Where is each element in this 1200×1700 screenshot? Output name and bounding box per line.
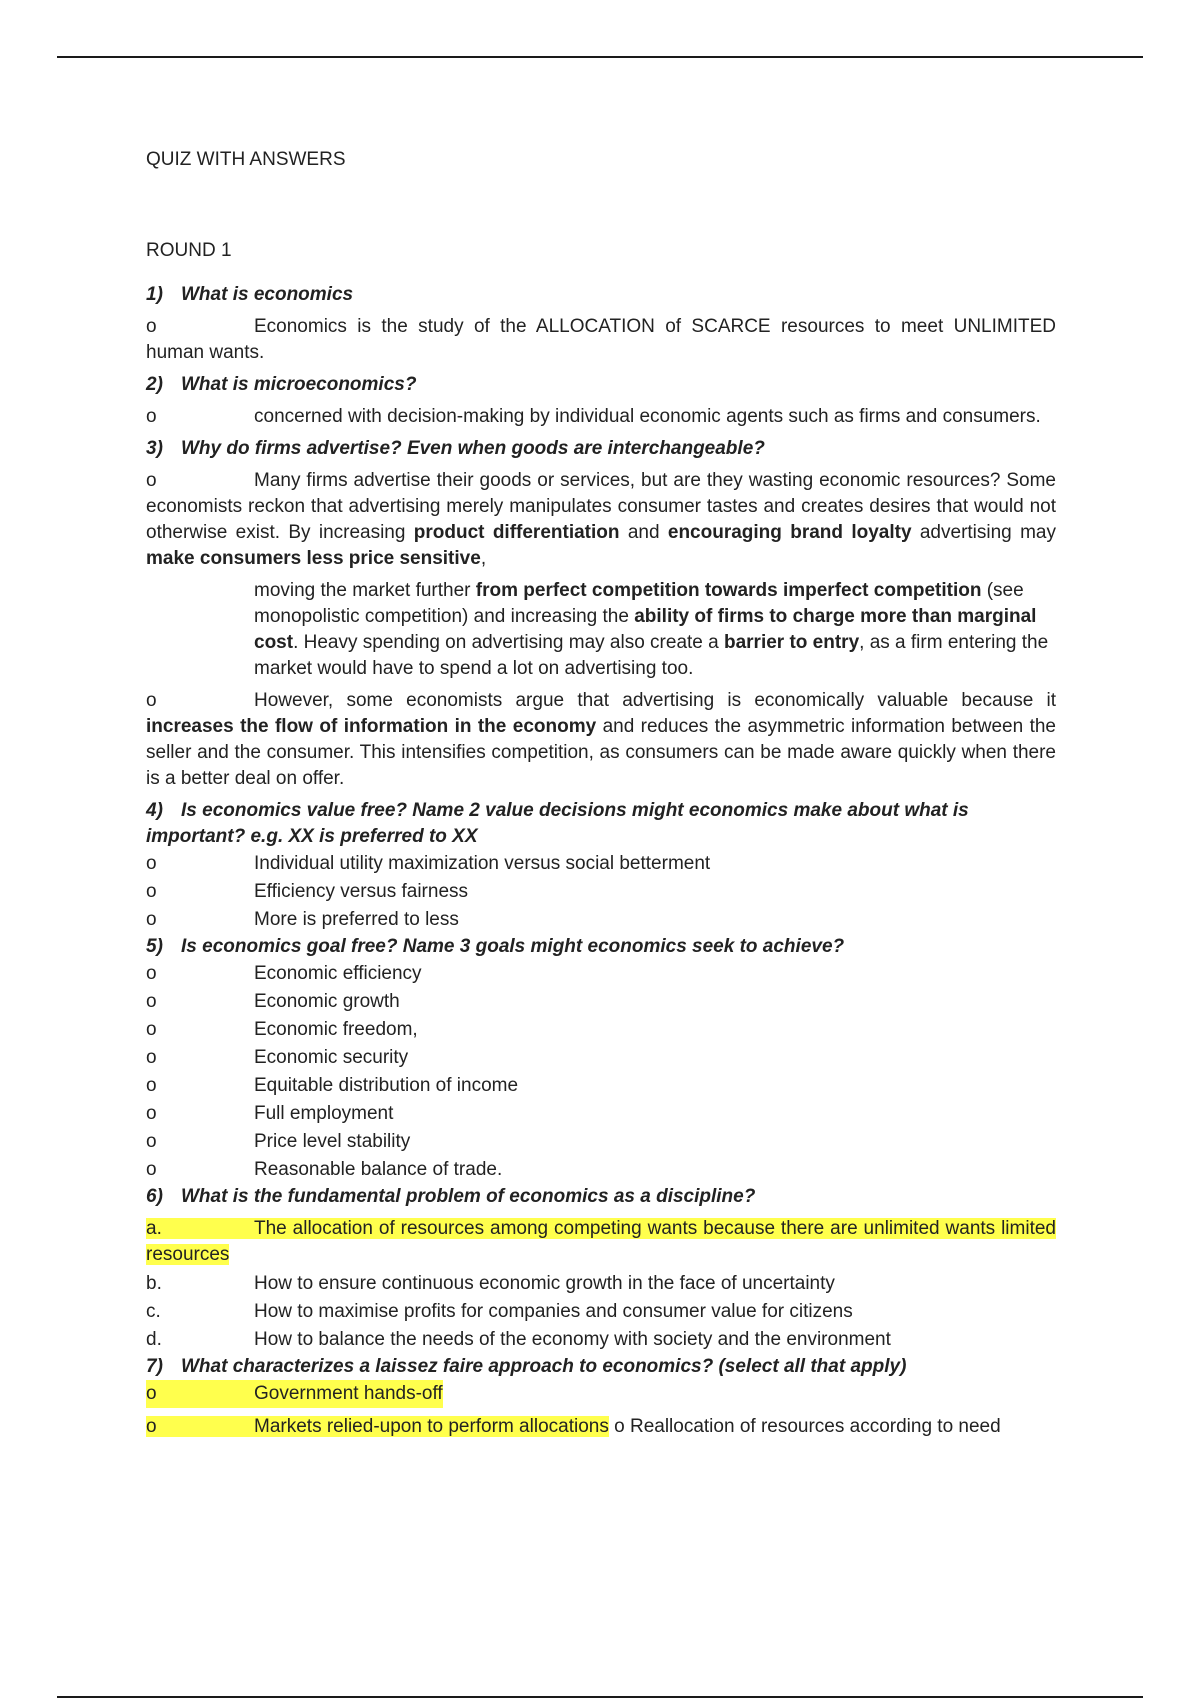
- list-item: [146, 1016, 1056, 1044]
- question-text: What is microeconomics?: [181, 374, 417, 395]
- text-run: , as a firm entering the market would have to spend a lot on advertising too.: [254, 632, 1049, 679]
- footer-rule: [57, 1696, 1143, 1698]
- list-item: [146, 850, 1056, 878]
- list-item-text: Economic efficiency: [254, 963, 422, 984]
- answer-3-paragraph-1: [146, 468, 1056, 572]
- question-5: [146, 934, 1056, 960]
- bold-run: product differentiation: [413, 522, 620, 543]
- answer-3-paragraph-2: [254, 578, 1056, 682]
- option-letter: c.: [146, 1301, 161, 1322]
- option-d: [146, 1326, 1056, 1354]
- question-text: Is economics goal free? Name 3 goals might economics seek to achieve?: [181, 936, 845, 957]
- question-number: 7): [146, 1356, 163, 1377]
- option-a-highlighted: [146, 1216, 1056, 1268]
- question-number: 4): [146, 800, 163, 821]
- option-1-highlighted: [146, 1380, 1056, 1408]
- bullet-marker: o: [146, 1416, 157, 1437]
- list-item-text: Individual utility maximization versus social betterment: [254, 853, 711, 874]
- list-item-text: Reasonable balance of trade.: [254, 1159, 503, 1180]
- bold-run: barrier to entry: [723, 632, 860, 653]
- list-item: [146, 1072, 1056, 1100]
- bold-run: ability of firms to charge more than marginal cost: [254, 606, 1037, 653]
- question-number: 1): [146, 284, 163, 305]
- list-item-text: Economic security: [254, 1047, 409, 1068]
- answer-6-options: [146, 1270, 1056, 1354]
- text-run: and: [619, 522, 668, 543]
- bullet-marker: o: [146, 963, 157, 984]
- bullet-marker: o: [146, 1047, 157, 1068]
- question-number: 2): [146, 374, 163, 395]
- bullet-marker: o: [146, 1159, 157, 1180]
- answer-text: concerned with decision-making by individual economic agents such as firms and consumers.: [254, 406, 1041, 427]
- bullet-marker: o: [146, 881, 157, 902]
- text-run: ,: [480, 548, 487, 569]
- option-text: Government hands-off: [254, 1383, 443, 1404]
- list-item: [146, 1044, 1056, 1072]
- question-3: [146, 436, 1056, 462]
- list-item: [146, 878, 1056, 906]
- question-number: 3): [146, 438, 163, 459]
- bold-run: encouraging brand loyalty: [667, 522, 912, 543]
- list-item-text: Economic growth: [254, 991, 400, 1012]
- bullet-marker: o: [146, 909, 157, 930]
- question-text: Is economics value free? Name 2 value decisions might economics make about what is important? e.g. XX is preferred to XX: [146, 800, 969, 847]
- bullet-marker: o: [146, 1019, 157, 1040]
- bullet-marker: o: [146, 690, 157, 711]
- option-letter: b.: [146, 1273, 162, 1294]
- list-item: [146, 1128, 1056, 1156]
- header-rule: [57, 56, 1143, 58]
- text-run: However, some economists argue that advertising is economically valuable because it: [254, 690, 1056, 711]
- question-text: Why do firms advertise? Even when goods are interchangeable?: [181, 438, 765, 459]
- text-run: (see monopolistic competition) and increasing the: [254, 580, 1024, 627]
- list-item: [146, 1156, 1056, 1184]
- answer-2: [146, 404, 1056, 430]
- question-number: 6): [146, 1186, 163, 1207]
- option-text: How to ensure continuous economic growth in the face of uncertainty: [254, 1273, 835, 1294]
- bullet-marker: o: [146, 316, 157, 337]
- question-text: What is the fundamental problem of economics as a discipline?: [181, 1186, 756, 1207]
- option-b: [146, 1270, 1056, 1298]
- bold-run: increases the flow of information in the economy: [146, 716, 597, 737]
- text-run: Many firms advertise their goods or services, but are they wasting economic resources? Some economists reckon that advertising merely manipulates consumer tastes and creates desires that would not otherwise exist. By increasing: [146, 470, 1056, 543]
- answer-1: [146, 314, 1056, 366]
- list-item-text: Full employment: [254, 1103, 394, 1124]
- answer-5-list: [146, 960, 1056, 1184]
- text-run: and reduces the asymmetric information between the seller and the consumer. This intensifies competition, as consumers can be made aware quickly when there is a better deal on offer.: [146, 716, 1057, 789]
- bullet-marker: o: [146, 1131, 157, 1152]
- round-heading: ROUND 1: [146, 240, 232, 261]
- answer-text: Economics is the study of the ALLOCATION of SCARCE resources to meet UNLIMITED human wants.: [146, 316, 1056, 363]
- list-item-text: Equitable distribution of income: [254, 1075, 519, 1096]
- list-item-text: Price level stability: [254, 1131, 411, 1152]
- option-letter: d.: [146, 1329, 162, 1350]
- list-item-text: More is preferred to less: [254, 909, 459, 930]
- question-1: [146, 282, 1056, 308]
- bullet-marker: o: [146, 853, 157, 874]
- question-text: What is economics: [181, 284, 354, 305]
- text-run: advertising may: [911, 522, 1056, 543]
- bullet-marker: o: [146, 470, 157, 491]
- text-run: . Heavy spending on advertising may also create a: [293, 632, 724, 653]
- bullet-marker: o: [146, 1075, 157, 1096]
- answer-4-list: [146, 850, 1056, 934]
- list-item: [146, 1100, 1056, 1128]
- option-letter: a.: [146, 1218, 162, 1239]
- option-2-and-3: [146, 1414, 1056, 1440]
- text-run: moving the market further: [254, 580, 476, 601]
- bullet-marker: o: [146, 1383, 157, 1404]
- list-item-text: Efficiency versus fairness: [254, 881, 469, 902]
- question-2: [146, 372, 1056, 398]
- option-text: o Reallocation of resources according to need: [614, 1416, 1001, 1437]
- option-text: How to maximise profits for companies and consumer value for citizens: [254, 1301, 853, 1322]
- list-item: [146, 906, 1056, 934]
- quiz-content: [146, 282, 1056, 1446]
- option-text: How to balance the needs of the economy with society and the environment: [254, 1329, 891, 1350]
- bold-run: from perfect competition towards imperfect competition: [475, 580, 982, 601]
- list-item: [146, 960, 1056, 988]
- question-number: 5): [146, 936, 163, 957]
- question-7: [146, 1354, 1056, 1380]
- option-text: Markets relied-upon to perform allocations: [254, 1416, 609, 1437]
- bullet-marker: o: [146, 406, 157, 427]
- page-title: QUIZ WITH ANSWERS: [146, 149, 346, 170]
- question-6: [146, 1184, 1056, 1210]
- answer-3-paragraph-3: [146, 688, 1056, 792]
- option-c: [146, 1298, 1056, 1326]
- bullet-marker: o: [146, 1103, 157, 1124]
- bullet-marker: o: [146, 991, 157, 1012]
- list-item-text: Economic freedom,: [254, 1019, 418, 1040]
- option-text: The allocation of resources among competing wants because there are unlimited wants limited resources: [146, 1218, 1056, 1265]
- question-4: [146, 798, 1056, 850]
- list-item: [146, 988, 1056, 1016]
- answer-7-options: [146, 1380, 1056, 1408]
- bold-run: make consumers less price sensitive: [146, 548, 481, 569]
- question-text: What characterizes a laissez faire approach to economics? (select all that apply): [181, 1356, 907, 1377]
